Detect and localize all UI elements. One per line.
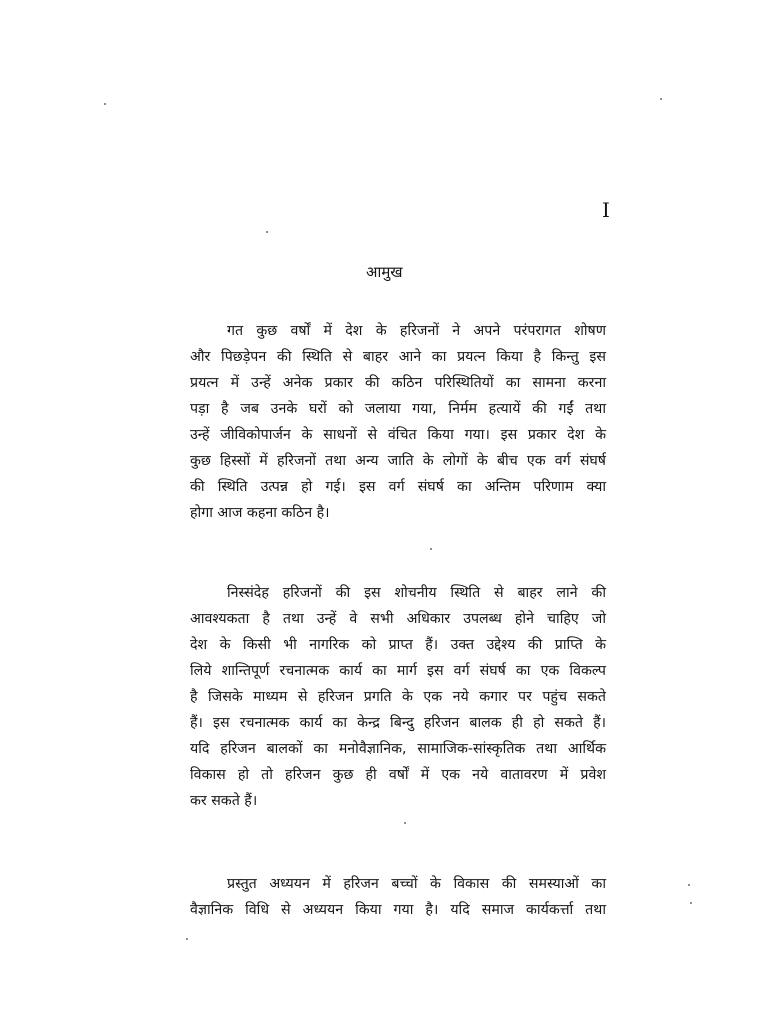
paragraph-line: वैज्ञानिक विधि से अध्ययन किया गया है। यदि समाज कार्यकर्त्ता तथा [190, 902, 606, 918]
scan-speck [688, 884, 690, 886]
paragraph-line: प्रयत्न में उन्हें अनेक प्रकार की कठिन परिस्थितियों का सामना करना [190, 375, 606, 391]
page-heading: आमुख [366, 263, 403, 281]
paragraph-line: उन्हें जीविकोपार्जन के साधनों से वंचित किया गया। इस प्रकार देश के [190, 427, 606, 443]
paragraph-3 [190, 871, 606, 923]
scan-speck [186, 938, 188, 940]
paragraph-line: है जिसके माध्यम से हरिजन प्रगति के एक नये कगार पर पहुंच सकते [190, 689, 606, 705]
paragraph-line: विकास हो तो हरिजन कुछ ही वर्षों में एक नये वातावरण में प्रवेश [190, 767, 606, 783]
paragraph-line: कुछ हिस्सों में हरिजनों तथा अन्य जाति के लोगों के बीच एक वर्ग संघर्ष [190, 453, 606, 469]
paragraph-line: हैं। इस रचनात्मक कार्य का केन्द्र बिन्दु हरिजन बालक ही हो सकते हैं। [190, 715, 606, 731]
paragraph-line: और पिछड़ेपन की स्थिति से बाहर आने का प्रयत्न किया है किन्तु इस [190, 349, 606, 365]
paragraph-line: होगा आज कहना कठिन है। [190, 505, 330, 521]
paragraph-line: प्रस्तुत अध्ययन में हरिजन बच्चों के विकास की समस्याओं का [227, 876, 606, 892]
paragraph-line: यदि हरिजन बालकों का मनोवैज्ञानिक, सामाजिक-सांस्कृतिक तथा आर्थिक [190, 741, 606, 757]
paragraph-line: कर सकते हैं। [190, 793, 258, 809]
scan-speck [690, 902, 692, 904]
scan-speck [404, 822, 406, 824]
paragraph-1 [190, 318, 606, 526]
paragraph-line: आवश्यकता है तथा उन्हें वे सभी अधिकार उपलब्ध होने चाहिए जो [190, 611, 606, 627]
paragraph-line: लिये शान्तिपूर्ण रचनात्मक कार्य का मार्ग इस वर्ग संघर्ष का एक विकल्प [190, 663, 606, 679]
paragraph-2 [190, 580, 606, 814]
scan-speck [430, 548, 432, 550]
page-number: I [602, 198, 611, 222]
scan-speck [104, 103, 106, 105]
paragraph-line: की स्थिति उत्पन्न हो गई। इस वर्ग संघर्ष का अन्तिम परिणाम क्या [190, 479, 606, 495]
scan-speck [660, 98, 662, 100]
paragraph-line: निस्संदेह हरिजनों की इस शोचनीय स्थिति से बाहर लाने की [227, 585, 606, 601]
paragraph-line: देश के किसी भी नागरिक को प्राप्त हैं। उक्त उद्देश्य की प्राप्ति के [190, 637, 606, 653]
paragraph-line: गत कुछ वर्षों में देश के हरिजनों ने अपने परंपरागत शोषण [227, 323, 606, 339]
scan-speck [266, 231, 268, 233]
paragraph-line: पड़ा है जब उनके घरों को जलाया गया, निर्मम हत्यायें की गईं तथा [190, 401, 606, 417]
